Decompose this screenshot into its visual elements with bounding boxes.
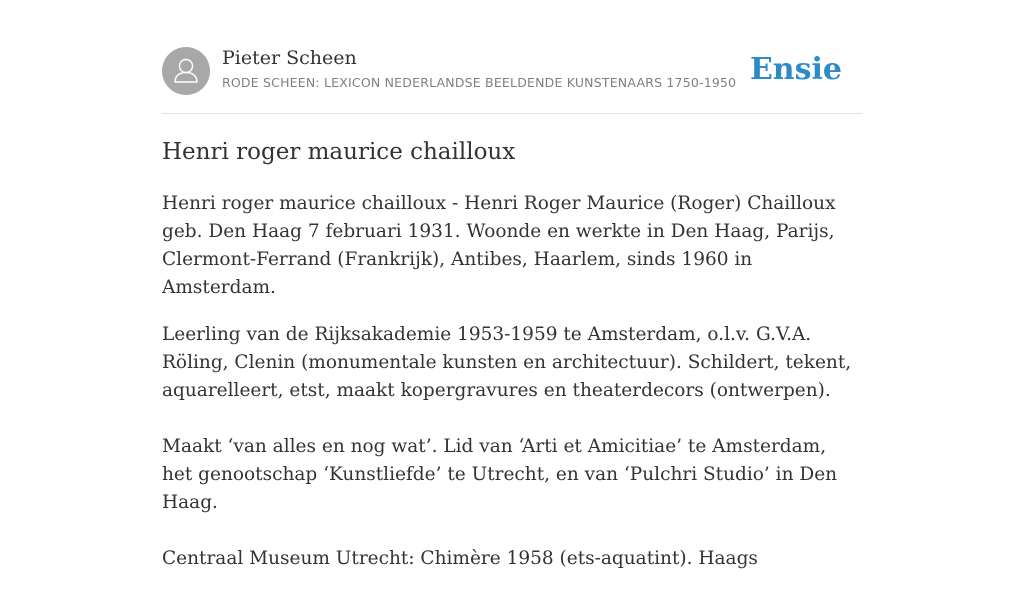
article-paragraph: Leerling van de Rijksakademie 1953-1959 te Amsterdam, o.l.v. G.V.A. Röling, Clenin (monumentale kunsten en architectuur). Schildert, tekent, aquarelleert, etst, maakt kopergravures en theaterdecors (ontwerpen).	[162, 324, 852, 401]
article-paragraph: Centraal Museum Utrecht: Chimère 1958 (ets-aquatint). Haags	[162, 548, 758, 569]
article-paragraph: Henri roger maurice chailloux - Henri Roger Maurice (Roger) Chailloux geb. Den Haag 7 februari 1931. Woonde en werkte in Den Haag, Parijs, Clermont-Ferrand (Frankrijk), Antibes, Haarlem, sinds 1960 in Amsterdam.	[162, 193, 836, 298]
header-divider	[162, 113, 862, 114]
article-body	[162, 190, 862, 592]
brand-logo[interactable]: Ensie	[749, 52, 842, 87]
article-paragraph: Maakt ‘van alles en nog wat’. Lid van ‘Arti et Amicitiae’ te Amsterdam, het genootschap ‘Kunstliefde’ te Utrecht, en van ‘Pulchri Studio’ in Den Haag.	[162, 436, 838, 513]
author-name[interactable]: Pieter Scheen	[222, 47, 357, 69]
article-title: Henri roger maurice chailloux	[162, 139, 516, 165]
source-label[interactable]: RODE SCHEEN: LEXICON NEDERLANDSE BEELDENDE KUNSTENAARS 1750-1950	[222, 75, 737, 90]
author-avatar[interactable]	[162, 47, 210, 95]
article-header	[162, 46, 862, 96]
user-icon	[162, 47, 210, 95]
